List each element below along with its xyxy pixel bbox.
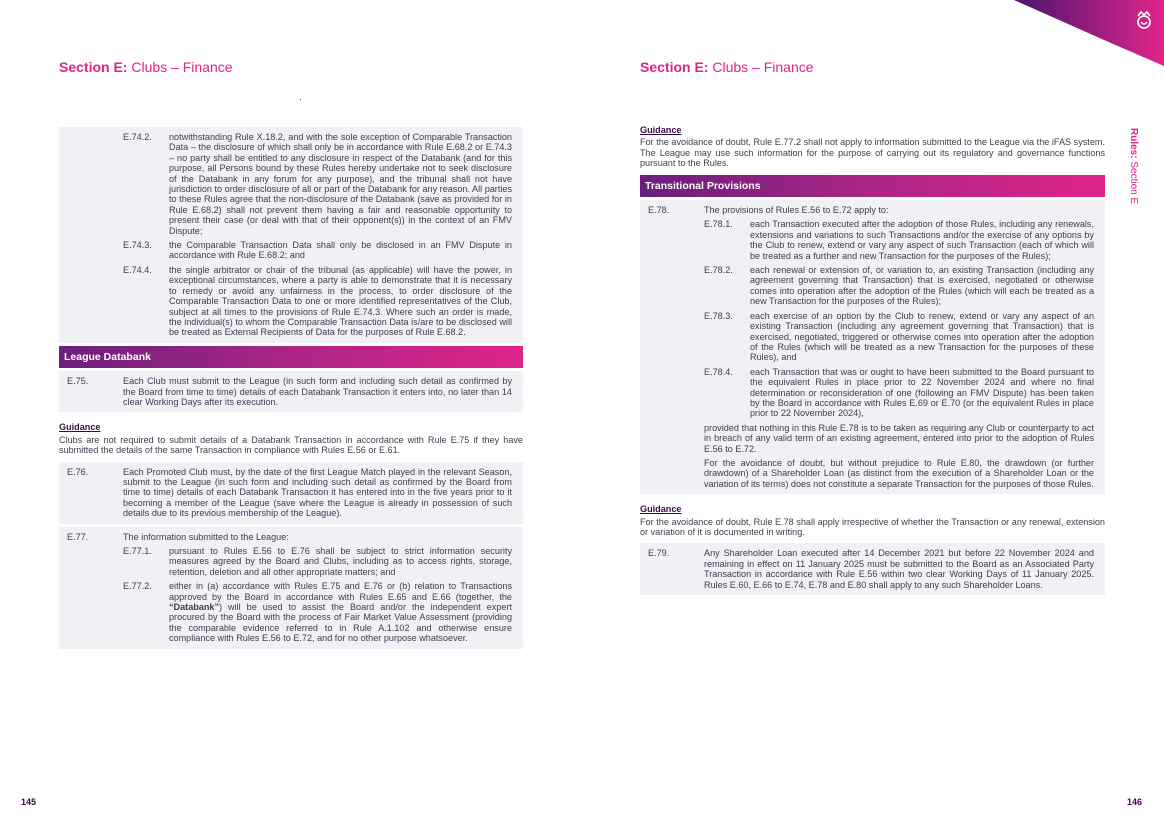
side-tab-label: Rules: Section E (1128, 128, 1139, 205)
guidance-text: Clubs are not required to submit details of a Databank Transaction in accordance with Rule E.75 if they have submitted the details of the same Transaction in compliance with Rules E.56 or E.61. (59, 434, 523, 456)
rule-e78: E.78. The provisions of Rules E.56 to E.72 apply to: (648, 205, 889, 216)
section-title-bold: Section E: (59, 59, 128, 75)
section-title-rest: Clubs – Finance (712, 59, 814, 75)
rule-block-e74 (59, 127, 523, 343)
left-content (59, 127, 523, 652)
rule-e74-3: E.74.3. the Comparable Transaction Data shall only be disclosed in an FMV Dispute in accordance with Rule E.68.2; and (123, 240, 512, 261)
rule-e78-drawdown-note: For the avoidance of doubt, but without prejudice to Rule E.80, the drawdown (or further drawdown) of a Shareholder Loan (as distinct from the execution of a Shareholder Loan or the variation of its terms) does not constitute a separate Transaction for the purposes of those Rules. (704, 457, 1094, 489)
section-title (59, 59, 233, 75)
right-page (582, 0, 1164, 825)
rule-e77-2: E.77.2. either in (a) accordance with Rules E.75 and E.76 or (b) relation to Transactions approved by the Board in accordance with Rules E.65 and E.66 (together, the “Databank”) will be used to assist the Board and/or the independent expert procured by the Board with the process of Fair Market Value Assessment (providing the comparable evidence referred to in Rule A.1.102 and otherwise ensure compliance with Rules E.56 to E.72, and for no other purpose whatsoever. (123, 581, 512, 644)
guidance-heading: Guidance (640, 504, 682, 515)
section-title-rest: Clubs – Finance (131, 59, 233, 75)
corner-ribbon-shape (1014, 0, 1164, 66)
rule-e75: E.75. Each Club must submit to the League (in such form and including such detail as confirmed by the Board from time to time) details of each Databank Transaction it enters into, no later than 14 clear Working Days after its execution. (67, 376, 512, 407)
guidance-heading: Guidance (59, 422, 101, 433)
rule-e79: E.79. Any Shareholder Loan executed after 14 December 2021 but before 22 November 2024 and remaining in effect on 11 January 2025 must be submitted to the Board as an Associated Party Transaction in accordance with Rule E.56 within two clear Working Days of 11 January 2025. Rules E.60, E.66 to E.74, E.78 and E.80 shall apply to any such Shareholder Loans. (648, 548, 1094, 590)
corner-ribbon (1014, 0, 1164, 70)
section-title-bold: Section E: (640, 59, 709, 75)
rule-e78-4: E.78.4. each Transaction that was or ought to have been submitted to the Board pursuant to the equivalent Rules in place prior to 22 November 2024 and where no final determination or reconsideration of one (following an FMV Dispute) has been taken by the Board in accordance with Rules E.69 or E.70 (or the equivalent Rules in place prior to 22 November 2024), (704, 366, 1094, 419)
rule-e78-1: E.78.1. each Transaction executed after the adoption of those Rules, including any renewals, extensions and variations to such Transactions and/or the exercise of any options by the Club to renew, extend or vary any aspect of such Transaction (each of which will be treated as a further and new Transaction for the purposes of the Rules); (704, 219, 1094, 261)
guidance-heading: Guidance (640, 125, 682, 135)
rule-block-e77 (59, 527, 523, 649)
guidance-text: For the avoidance of doubt, Rule E.77.2 shall not apply to information submitted to the League via the iFAS system. The League may use such information for the purpose of carrying out its regulatory and governance functions pursuant to the Rules. (640, 137, 1105, 169)
rule-e78-2: E.78.2. each renewal or extension of, or variation to, an existing Transaction (including any agreement governing that Transaction) that is exercised, negotiated or otherwise comes into operation after the adoption of the Rules (which will each be treated as a new Transaction for the purposes of the Rules); (704, 265, 1094, 307)
rule-e74-2: E.74.2. notwithstanding Rule X.18.2, and with the sole exception of Comparable Transaction Data – the disclosure of which shall only be in accordance with Rule E.68.2 or E.74.3 – no party shall be entitled to any disclosure in respect of the Databank (and for this purpose, all Persons bound by these Rules hereby undertake not to seek disclosure of the Databank in any forum for any purpose), and the tribunal shall not have jurisdiction to order disclosure of all or part of the Databank for any reason. All parties to these Rules agree that the non-disclosure of the Databank (save as provided for in Rule E.68.2) shall not prevent them having a fair and reasonable opportunity to present their case (or deal with that of their opponent(s)) in the context of an FMV Dispute; (123, 132, 512, 236)
rule-e74-4: E.74.4. the single arbitrator or chair of the tribunal (as applicable) will have the power, in exceptional circumstances, where a party is able to demonstrate that it is necessary to remedy or avoid any unfairness in the process, to order disclosure of the Comparable Transaction Data to one or more identified representatives of the Club, subject at all times to the provisions of Rule E.74.3. Where such an order is made, the individual(s) to whom the Comparable Transaction Data is/are to be disclosed will be treated as External Recipients of Data for the purposes of Rule E.68.2. (123, 264, 512, 338)
rule-e78-proviso: provided that nothing in this Rule E.78 is to be taken as requiring any Club or counterparty to act in breach of any valid term of an existing agreement, entered into prior to the adoption of Rules E.56 to E.72. (704, 422, 1094, 454)
guidance-text: For the avoidance of doubt, Rule E.78 shall apply irrespective of whether the Transaction or any renewal, extension or variation of it is documented in writing. (640, 516, 1105, 537)
section-title (640, 59, 814, 75)
league-databank-band: League Databank (59, 346, 523, 368)
rule-e76: E.76. Each Promoted Club must, by the date of the first League Match played in the relevant Season, submit to the League (in such form and including such detail as confirmed by the Board from time to time) details of each Databank Transaction it has entered into in the five years prior to it becoming a member of the League (save where the League is already in possession of such details due to its previous membership of the League). (67, 466, 512, 519)
rule-e78-3: E.78.3. each exercise of an option by the Club to renew, extend or vary any aspect of an existing Transaction (including any agreement governing that Transaction) that is exercised, negotiated, triggered or otherwise comes into operation after the adoption of the Rules (which will be treated as a new Transaction for the purposes of these Rules), and (704, 310, 1094, 363)
rule-block-e75 (59, 371, 523, 412)
transitional-provisions-band: Transitional Provisions (640, 175, 1105, 197)
page-number: 145 (21, 797, 37, 807)
rule-e77-1: E.77.1. pursuant to Rules E.56 to E.76 shall be subject to strict information security measures agreed by the Board and Clubs, including as to access rights, storage, retention, deletion and all other appropriate matters; and (123, 546, 512, 577)
rule-block-e79 (640, 543, 1105, 595)
rule-block-e78 (640, 200, 1105, 494)
page-number: 146 (1127, 797, 1143, 807)
rule-e77: E.77. The information submitted to the League: (67, 531, 289, 542)
stray-dot (300, 99, 301, 100)
right-content (640, 125, 1105, 598)
rule-block-e76 (59, 462, 523, 524)
databank-term: “Databank” (169, 602, 220, 613)
